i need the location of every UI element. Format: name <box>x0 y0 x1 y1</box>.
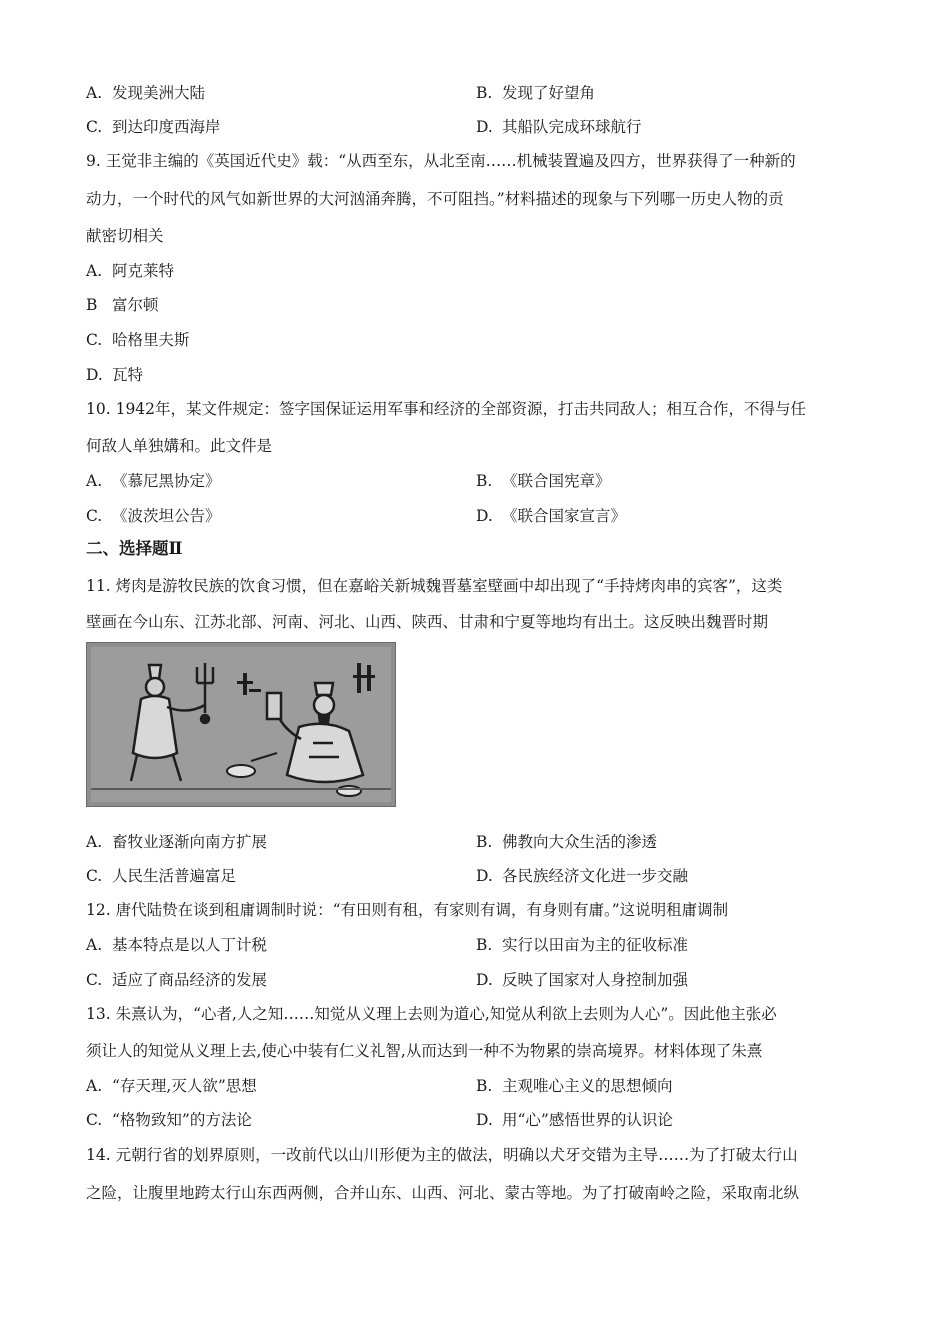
option-text: 畜牧业逐渐向南方扩展 <box>112 833 268 851</box>
option-letter: A. <box>86 1077 103 1095</box>
q10-option-c[interactable] <box>86 506 221 526</box>
option-text: 基本特点是以人丁计税 <box>112 936 268 954</box>
option-letter: C. <box>86 331 103 349</box>
option-letter: B <box>86 296 98 314</box>
option-text: “存天理,灭人欲”思想 <box>112 1077 257 1095</box>
option-text: 阿克莱特 <box>112 262 175 280</box>
q10-stem-line-1: 10. 1942年，某文件规定：签字国保证运用军事和经济的全部资源，打击共同敌人；相互合作，不得与任 <box>86 400 807 418</box>
q11-option-d[interactable] <box>476 866 688 886</box>
option-text: 发现了好望角 <box>502 84 596 102</box>
option-text: 佛教向大众生活的渗透 <box>502 833 658 851</box>
q8-option-a[interactable] <box>86 83 205 103</box>
q11-option-b[interactable] <box>476 832 657 852</box>
q11-stem-line-1: 11. 烤肉是游牧民族的饮食习惯，但在嘉峪关新城魏晋墓室壁画中却出现了“手持烤肉串的宾客”，这类 <box>86 577 783 595</box>
q13-option-a[interactable] <box>86 1076 257 1096</box>
option-letter: D. <box>86 366 103 384</box>
option-text: 《波茨坦公告》 <box>112 507 221 525</box>
option-letter: A. <box>86 262 103 280</box>
option-letter: A. <box>86 936 103 954</box>
option-letter: C. <box>86 867 103 885</box>
option-text: 《慕尼黑协定》 <box>112 472 221 490</box>
q10-stem-line-2: 何敌人单独媾和。此文件是 <box>86 437 273 455</box>
option-text: 哈格里夫斯 <box>112 331 190 349</box>
option-text: 反映了国家对人身控制加强 <box>502 971 689 989</box>
q14-stem-line-2: 之险，让腹里地跨太行山东西两侧，合并山东、山西、河北、蒙古等地。为了打破南岭之险，采取南北纵 <box>86 1184 800 1202</box>
q9-stem-line-3: 献密切相关 <box>86 227 164 245</box>
option-text: 发现美洲大陆 <box>112 84 206 102</box>
option-letter: D. <box>476 507 493 525</box>
q11-option-c[interactable] <box>86 866 236 886</box>
option-letter: C. <box>86 118 103 136</box>
option-letter: C. <box>86 507 103 525</box>
q9-option-b[interactable] <box>86 295 159 315</box>
option-text: 实行以田亩为主的征收标准 <box>502 936 689 954</box>
q12-stem-line-1: 12. 唐代陆贽在谈到租庸调制时说：“有田则有租，有家则有调，有身则有庸。”这说明租庸调制 <box>86 901 729 919</box>
q13-option-d[interactable] <box>476 1110 673 1130</box>
q8-option-c[interactable] <box>86 117 221 137</box>
option-text: 人民生活普遍富足 <box>112 867 237 885</box>
option-text: 各民族经济文化进一步交融 <box>502 867 689 885</box>
q9-stem-line-2: 动力，一个时代的风气如新世界的大河汹涌奔腾，不可阻挡。”材料描述的现象与下列哪一历史人物的贡 <box>86 190 784 208</box>
option-text: 富尔顿 <box>112 296 159 314</box>
q12-option-a[interactable] <box>86 935 267 955</box>
q9-stem-line-1: 9. 王觉非主编的《英国近代史》载：“从西至东，从北至南……机械装置遍及四方，世界获得了一种新的 <box>86 152 796 170</box>
option-letter: A. <box>86 84 103 102</box>
option-letter: A. <box>86 472 103 490</box>
q10-option-b[interactable] <box>476 471 611 491</box>
q13-option-c[interactable] <box>86 1110 252 1130</box>
option-text: 主观唯心主义的思想倾向 <box>502 1077 673 1095</box>
option-letter: B. <box>476 84 493 102</box>
q10-option-d[interactable] <box>476 506 626 526</box>
option-letter: D. <box>476 118 493 136</box>
q9-option-c[interactable] <box>86 330 190 350</box>
option-letter: D. <box>476 867 493 885</box>
option-letter: B. <box>476 833 493 851</box>
section-heading: 二、选择题Ⅱ <box>86 539 183 558</box>
q11-stem-line-2: 壁画在今山东、江苏北部、河南、河北、山西、陕西、甘肃和宁夏等地均有出土。这反映出魏晋时期 <box>86 613 769 631</box>
q8-option-d[interactable] <box>476 117 642 137</box>
q12-option-d[interactable] <box>476 970 688 990</box>
q11-option-a[interactable] <box>86 832 267 852</box>
option-letter: B. <box>476 472 493 490</box>
tomb-mural-image <box>86 642 396 807</box>
option-letter: A. <box>86 833 103 851</box>
option-text: 瓦特 <box>112 366 144 384</box>
option-text: 《联合国家宣言》 <box>502 507 627 525</box>
q12-option-c[interactable] <box>86 970 267 990</box>
q13-stem-line-1: 13. 朱熹认为，“心者,人之知……知觉从义理上去则为道心,知觉从利欲上去则为人心”。因此他主张必 <box>86 1005 777 1023</box>
q9-option-d[interactable] <box>86 365 143 385</box>
option-letter: B. <box>476 936 493 954</box>
option-text: 用“心”感悟世界的认识论 <box>502 1111 673 1129</box>
option-text: 其船队完成环球航行 <box>502 118 642 136</box>
option-letter: C. <box>86 1111 103 1129</box>
q8-option-b[interactable] <box>476 83 595 103</box>
q13-stem-line-2: 须让人的知觉从义理上去,使心中装有仁义礼智,从而达到一种不为物累的崇高境界。材料体现了朱熹 <box>86 1042 763 1060</box>
mural-drawing <box>87 643 395 806</box>
q13-option-b[interactable] <box>476 1076 673 1096</box>
option-letter: B. <box>476 1077 493 1095</box>
option-letter: D. <box>476 971 493 989</box>
option-text: 适应了商品经济的发展 <box>112 971 268 989</box>
option-text: 《联合国宪章》 <box>502 472 611 490</box>
option-text: “格物致知”的方法论 <box>112 1111 252 1129</box>
option-letter: C. <box>86 971 103 989</box>
option-letter: D. <box>476 1111 493 1129</box>
q14-stem-line-1: 14. 元朝行省的划界原则，一改前代以山川形便为主的做法，明确以犬牙交错为主导……为了打破太行山 <box>86 1146 798 1164</box>
q12-option-b[interactable] <box>476 935 688 955</box>
q10-option-a[interactable] <box>86 471 221 491</box>
option-text: 到达印度西海岸 <box>112 118 221 136</box>
q9-option-a[interactable] <box>86 261 174 281</box>
